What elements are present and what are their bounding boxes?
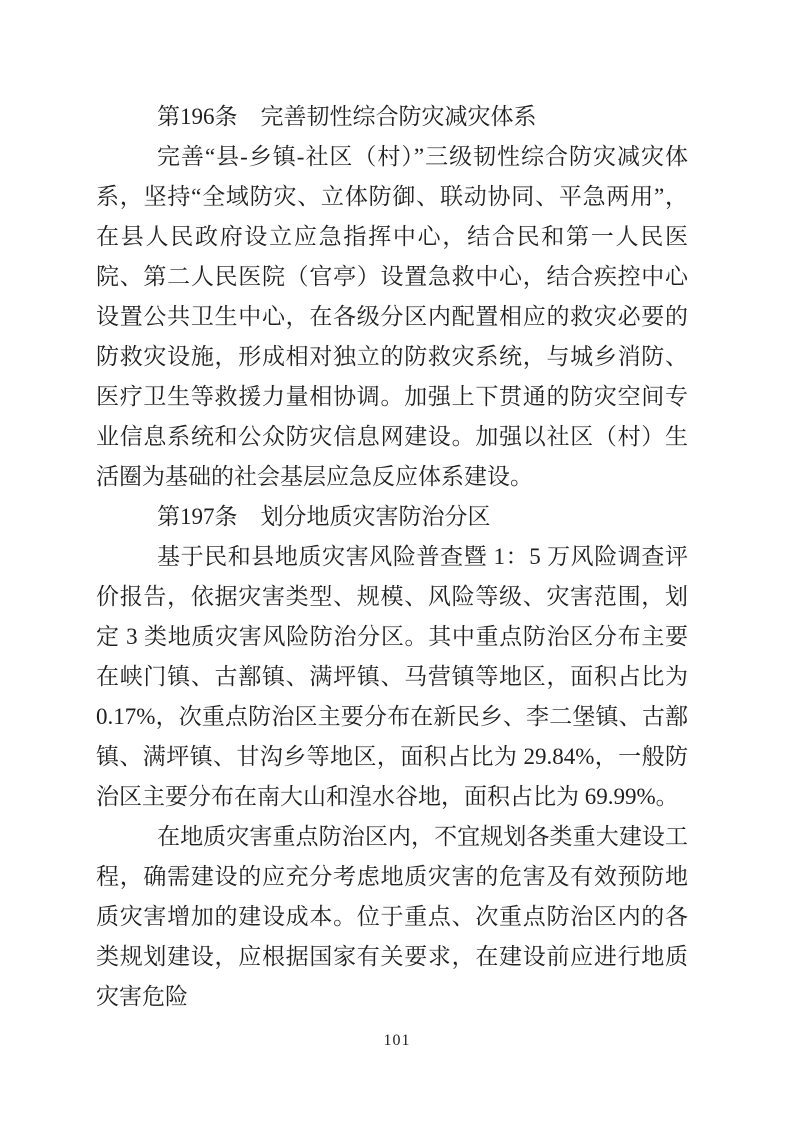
page-footer <box>0 1032 794 1050</box>
section-heading: 第197条 划分地质灾害防治分区 <box>157 504 491 529</box>
page-number: 101 <box>383 1032 411 1049</box>
body-paragraph: 在地质灾害重点防治区内，不宜规划各类重大建设工程，确需建设的应充分考虑地质灾害的危害及有效预防地质灾害增加的建设成本。位于重点、次重点防治区内的各类规划建设，应根据国家有关要求，在建设前应进行地质灾害危险 <box>96 824 688 1009</box>
body-paragraph: 基于民和县地质灾害风险普查暨 1：5 万风险调查评价报告，依据灾害类型、规模、风险等级、灾害范围，划定 3 类地质灾害风险防治分区。其中重点防治区分布主要在峡门镇、古鄯镇、满坪镇、马营镇等地区，面积占比为 0.17%，次重点防治区主要分布在新民乡、李二堡镇、古鄯镇、满坪镇、甘沟乡等地区，面积占比为 29.84%，一般防治区主要分布在南大山和湟水谷地，面积占比为 69.99%。 <box>96 544 688 809</box>
section-heading: 第196条 完善韧性综合防灾减灾体系 <box>157 104 537 129</box>
body-paragraph: 完善“县-乡镇-社区（村）”三级韧性综合防灾减灾体系，坚持“全域防灾、立体防御、联动协同、平急两用”，在县人民政府设立应急指挥中心，结合民和第一人民医院、第二人民医院（官亭）设置急救中心，结合疾控中心设置公共卫生中心，在各级分区内配置相应的救灾必要的防救灾设施，形成相对独立的防救灾系统，与城乡消防、医疗卫生等救援力量相协调。加强上下贯通的防灾空间专业信息系统和公众防灾信息网建设。加强以社区（村）生活圈为基础的社会基层应急反应体系建设。 <box>96 144 688 489</box>
document-body <box>96 97 688 1017</box>
